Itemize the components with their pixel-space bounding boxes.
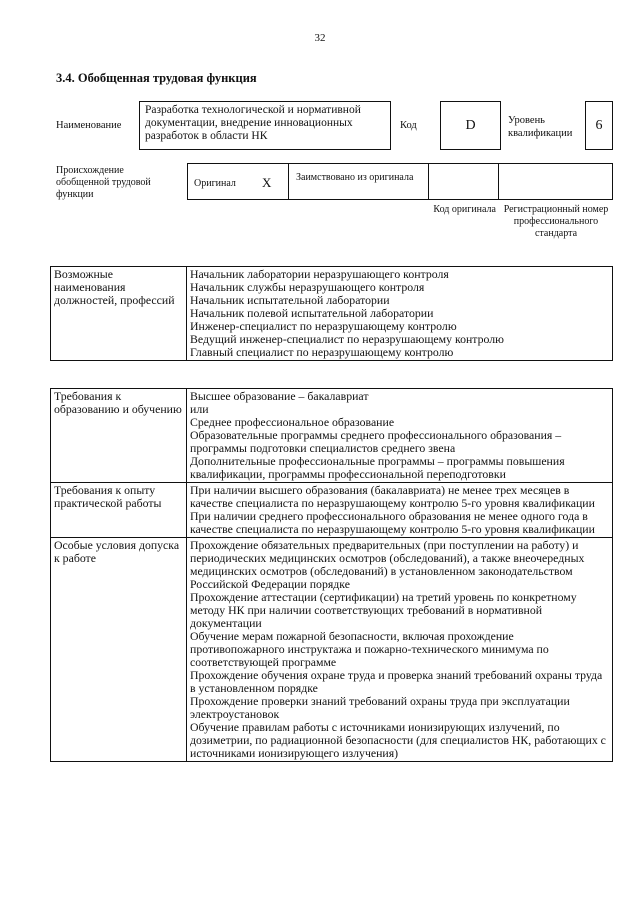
reg-number-label: Регистрационный номер профессионального стандарта xyxy=(503,204,609,239)
list-item: Прохождение обязательных предварительных (при поступлении на работу) и периодических медицинских осмотров (обследований), а также внеочередных медицинских осмотров (обследований) в установленном законодательством Российской Федерации порядке xyxy=(190,538,585,591)
experience-cell xyxy=(187,483,613,538)
name-value-box xyxy=(139,101,391,150)
origin-divider xyxy=(428,163,429,200)
borrowed-label: Заимствовано из оригинала xyxy=(296,172,414,183)
original-label: Оригинал xyxy=(194,178,236,189)
list-item: Ведущий инженер-специалист по неразрушающему контролю xyxy=(190,332,504,346)
table-row xyxy=(51,389,613,483)
code-original-label: Код оригинала xyxy=(433,204,496,215)
list-item: При наличии высшего образования (бакалавриата) не менее трех месяцев в качестве специалиста по неразрушающему контролю 5-го уровня квалификации xyxy=(190,483,595,510)
list-item: Высшее образование – бакалавриат xyxy=(190,389,369,403)
experience-label: Требования к опыту практической работы xyxy=(51,483,187,538)
name-label: Наименование xyxy=(56,120,122,131)
positions-table xyxy=(50,266,613,361)
list-item: Прохождение аттестации (сертификации) на третий уровень по конкретному методу НК при наличии соответствующих требований в нормативной документации xyxy=(190,590,577,630)
list-item: Начальник полевой испытательной лаборатории xyxy=(190,306,434,320)
list-item: или xyxy=(190,402,209,416)
list-item: При наличии среднего профессионального образования не менее одного года в качестве специалиста по неразрушающему контролю 5-го уровня квалификации xyxy=(190,509,595,536)
original-mark: X xyxy=(262,175,272,190)
list-item: Дополнительные профессиональные программы – программы повышения квалификации, программы профессиональной переподготовки xyxy=(190,454,565,481)
list-item: Прохождение обучения охране труда и проверка знаний требований охраны труда в установленном порядке xyxy=(190,668,603,695)
level-value: 6 xyxy=(585,101,613,150)
list-item: Начальник лаборатории неразрушающего контроля xyxy=(190,267,449,281)
positions-label: Возможные наименования должностей, профессий xyxy=(51,267,187,361)
education-label: Требования к образованию и обучению xyxy=(51,389,187,483)
list-item: Начальник службы неразрушающего контроля xyxy=(190,280,425,294)
origin-divider xyxy=(498,163,499,200)
list-item: Инженер-специалист по неразрушающему контролю xyxy=(190,319,457,333)
list-item: Начальник испытательной лаборатории xyxy=(190,293,390,307)
list-item: Главный специалист по неразрушающему контролю xyxy=(190,345,454,359)
name-value: Разработка технологической и нормативной документации, внедрение инновационных разработок в области НК xyxy=(145,104,361,142)
list-item: Среднее профессиональное образование xyxy=(190,415,395,429)
positions-cell xyxy=(187,267,613,361)
special-label: Особые условия допуска к работе xyxy=(51,538,187,762)
page-number: 32 xyxy=(314,32,326,44)
code-value: D xyxy=(440,101,501,150)
origin-divider xyxy=(288,163,289,200)
list-item: Образовательные программы среднего профессионального образования – программы подготовки специалистов среднего звена xyxy=(190,428,562,455)
requirements-table xyxy=(50,388,613,762)
level-label: Уровень квалификации xyxy=(508,115,573,139)
education-cell xyxy=(187,389,613,483)
list-item: Прохождение проверки знаний требований охраны труда при эксплуатации электроустановок xyxy=(190,694,570,721)
origin-label: Происхождение обобщенной трудовой функции xyxy=(56,165,151,200)
list-item: Обучение мерам пожарной безопасности, включая прохождение противопожарного инструктажа и пожарно-технического минимума по соответствующей программе xyxy=(190,629,549,669)
list-item: Обучение правилам работы с источниками ионизирующих излучений, по дозиметрии, по радиационной безопасности (для специалистов НК, работающих с источниками ионизирующего излучения) xyxy=(190,720,606,760)
section-title: 3.4. Обобщенная трудовая функция xyxy=(56,71,257,85)
table-row xyxy=(51,538,613,762)
special-cell xyxy=(187,538,613,762)
table-row xyxy=(51,267,613,361)
table-row xyxy=(51,483,613,538)
code-label: Код xyxy=(400,120,417,131)
